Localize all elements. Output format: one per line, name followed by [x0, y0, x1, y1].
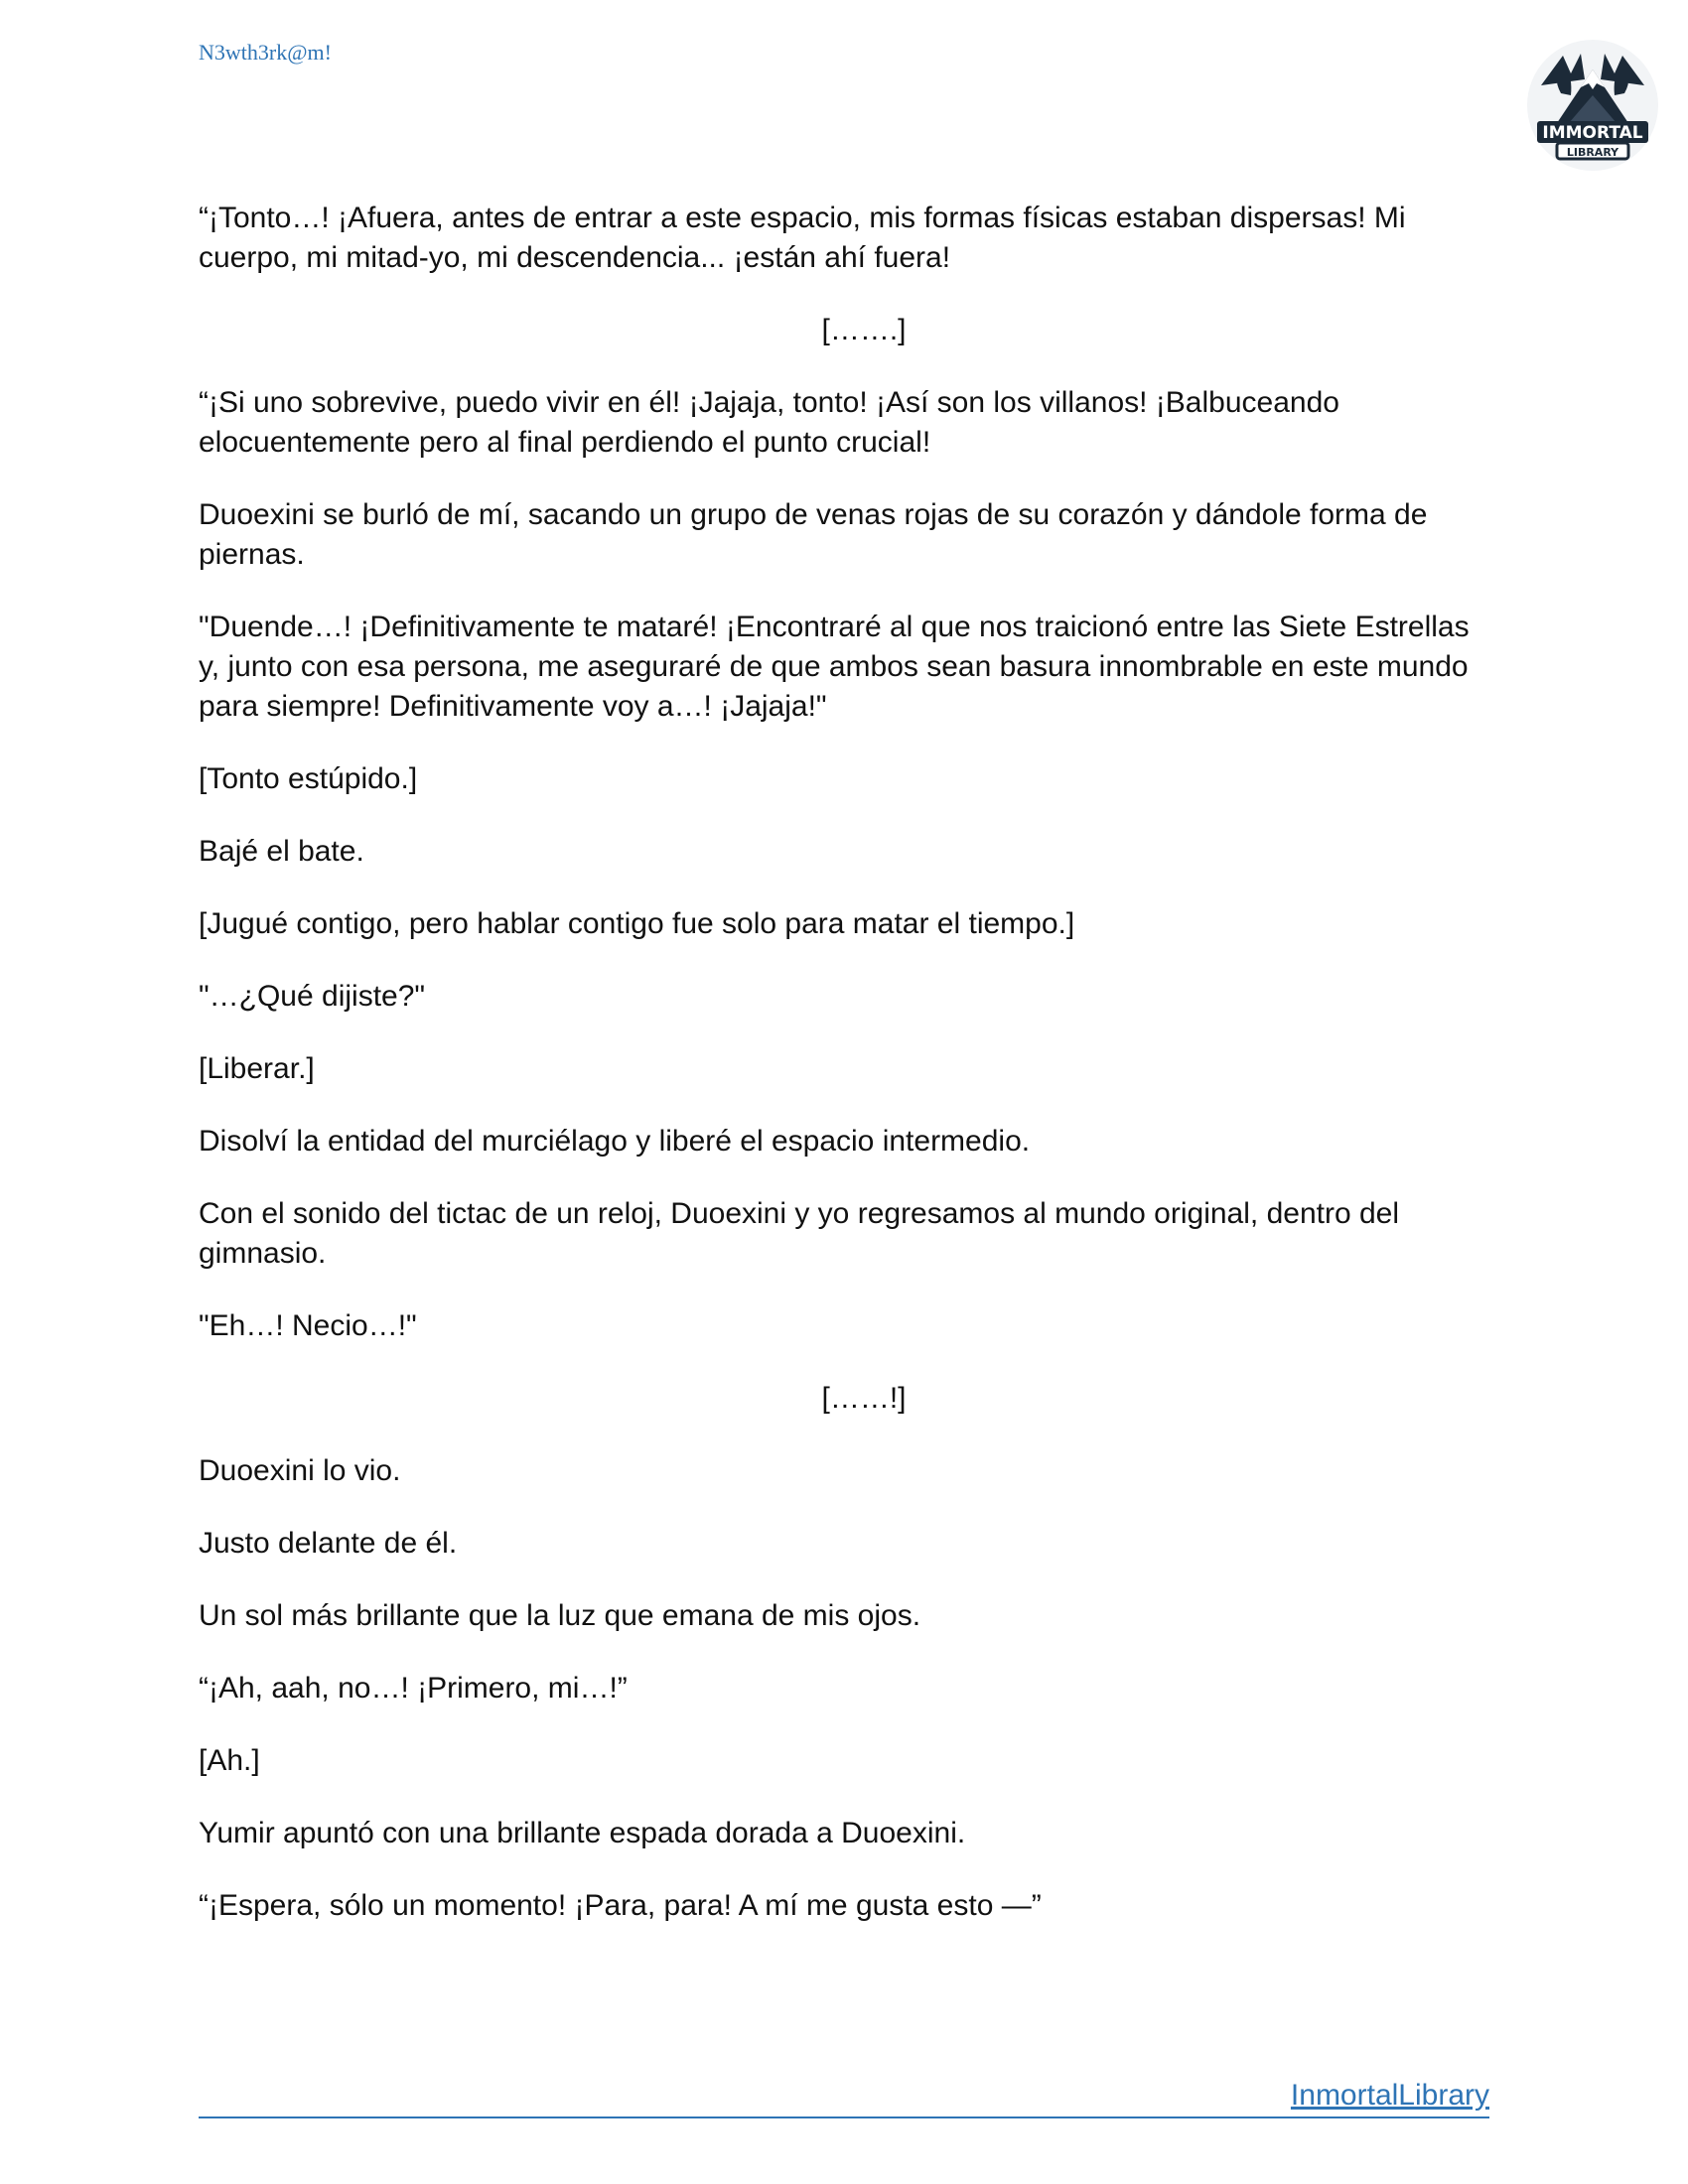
bracket-line: [……!] [821, 1382, 907, 1415]
paragraph: Con el sonido del tictac de un reloj, Duoexini y yo regresamos al mundo original, dentro del gimnasio. [199, 1197, 1400, 1270]
paragraph: "…¿Qué dijiste?" [199, 980, 426, 1013]
paragraph: "Eh…! Necio…!" [199, 1309, 417, 1342]
footer-link[interactable]: InmortalLibrary [1290, 2079, 1489, 2112]
chapter-body [199, 199, 1489, 1959]
paragraph: [Tonto estúpido.] [199, 762, 418, 795]
immortal-library-logo [1521, 36, 1664, 175]
bracket-line: […….] [821, 314, 907, 346]
paragraph: “¡Espera, sólo un momento! ¡Para, para! A mí me gusta esto —” [199, 1889, 1042, 1922]
paragraph: Un sol más brillante que la luz que emana de mis ojos. [199, 1599, 921, 1632]
svg-text:IMMORTAL: IMMORTAL [1542, 123, 1643, 143]
paragraph: Justo delante de él. [199, 1527, 458, 1560]
paragraph: [Ah.] [199, 1744, 260, 1777]
paragraph: Duoexini se burló de mí, sacando un grupo de venas rojas de su corazón y dándole forma de piernas. [199, 498, 1428, 571]
paragraph: “¡Si uno sobrevive, puedo vivir en él! ¡Jajaja, tonto! ¡Así son los villanos! ¡Balbuceando elocuentemente pero al final perdiendo el punto crucial! [199, 386, 1339, 459]
paragraph: Duoexini lo vio. [199, 1454, 401, 1487]
footer-divider [199, 2116, 1489, 2118]
paragraph: Yumir apuntó con una brillante espada dorada a Duoexini. [199, 1817, 966, 1849]
paragraph: Disolví la entidad del murciélago y liberé el espacio intermedio. [199, 1125, 1031, 1158]
paragraph: “¡Tonto…! ¡Afuera, antes de entrar a este espacio, mis formas físicas estaban dispersas! Mi cuerpo, mi mitad-yo, mi descendencia... ¡están ahí fuera! [199, 202, 1406, 274]
paragraph: “¡Ah, aah, no…! ¡Primero, mi…!” [199, 1672, 628, 1705]
header-code: N3wth3rk@m! [199, 40, 332, 65]
paragraph: "Duende…! ¡Definitivamente te mataré! ¡Encontraré al que nos traicionó entre las Siete Estrellas y, junto con esa persona, me aseguraré de que ambos sean basura innombrable en este mundo para siempre! Definitivamente voy a…! ¡Jajaja!" [199, 611, 1470, 723]
paragraph: [Liberar.] [199, 1052, 315, 1085]
svg-text:LIBRARY: LIBRARY [1566, 146, 1619, 159]
paragraph: Bajé el bate. [199, 835, 364, 868]
immortal-library-dragon-logo-icon [1521, 36, 1664, 175]
paragraph: [Jugué contigo, pero hablar contigo fue solo para matar el tiempo.] [199, 907, 1075, 940]
